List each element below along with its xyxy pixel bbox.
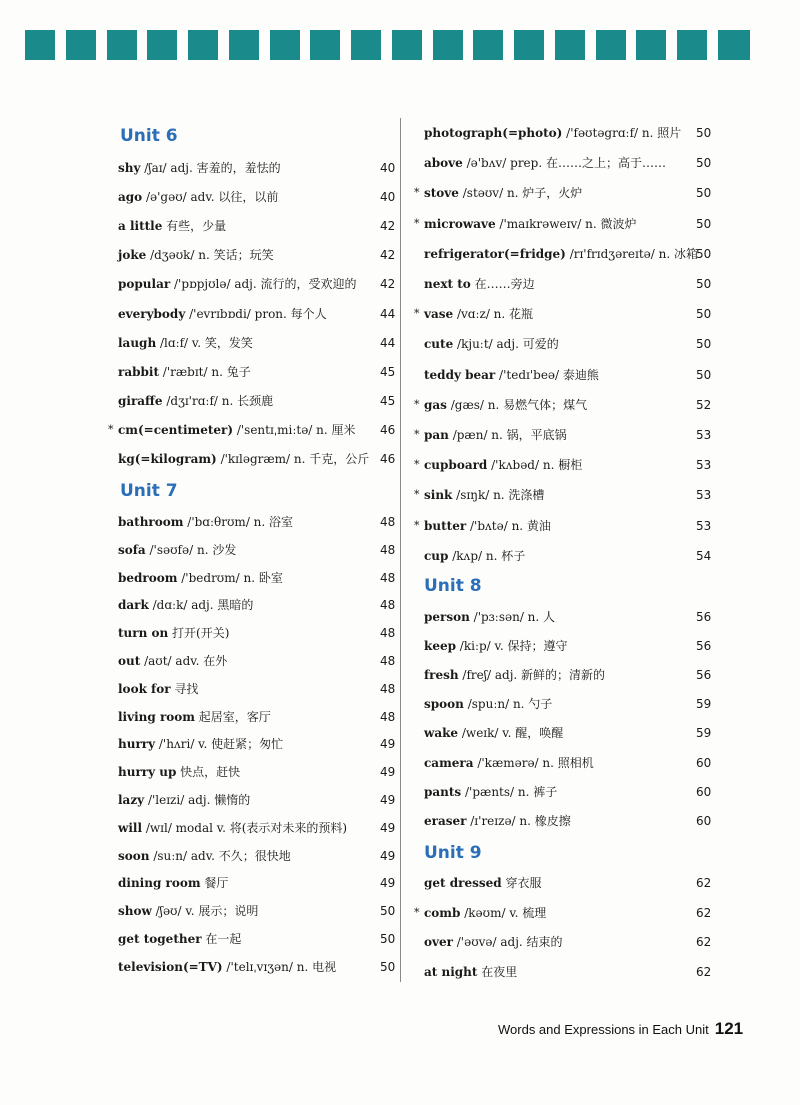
vocab-definition: /suːn/ adv. 不久；很快地 [149, 848, 291, 863]
vocab-entry [424, 753, 712, 773]
vocab-definition: /'fəʊtəgrɑːf/ n. 照片 [562, 126, 682, 140]
vocab-page-number: 48 [380, 515, 396, 529]
vocab-definition: /'kɪləgræm/ n. 千克，公斤 [216, 452, 370, 466]
vocab-word: pants [424, 784, 462, 799]
vocab-entry [118, 790, 396, 810]
vocab-definition: /ə'gəʊ/ adv. 以往，以前 [142, 190, 279, 205]
vocab-entry [118, 623, 396, 643]
vocab-page-number: 50 [696, 186, 712, 201]
vocab-word: soon [118, 848, 150, 863]
vocab-entry [424, 274, 712, 294]
vocab-page-number: 49 [380, 876, 396, 891]
vocab-page-number: 50 [696, 367, 712, 382]
vocab-entry [118, 595, 396, 615]
vocab-entry [414, 425, 712, 445]
vocab-definition: /dʒəʊk/ n. 笑话；玩笑 [146, 248, 274, 263]
vocab-entry [118, 568, 396, 588]
vocab-entry [118, 333, 396, 353]
vocab-word: sofa [118, 542, 146, 557]
vocab-word: hurry up [118, 765, 177, 780]
vocab-page-number: 50 [696, 307, 712, 322]
vocab-definition: 在……旁边 [470, 277, 535, 291]
vocab-page-number: 56 [696, 668, 712, 683]
star-marker-icon: * [414, 186, 420, 200]
vocab-word: cup [424, 548, 449, 563]
vocab-entry [414, 395, 712, 415]
vocab-entry [424, 334, 712, 354]
vocab-definition: /'leɪzi/ adj. 懒惰的 [144, 793, 251, 807]
vocab-page-number: 49 [380, 765, 396, 780]
vocab-entry [424, 665, 712, 685]
vocab-page-number: 54 [696, 548, 712, 563]
vocab-definition: 餐厅 [200, 876, 229, 891]
vocab-word: television(=TV) [118, 959, 223, 974]
vocab-entry [118, 901, 396, 921]
top-banner [25, 30, 750, 60]
vocab-page-number: 40 [380, 190, 396, 205]
vocab-definition: /'sentɪˌmiːtə/ n. 厘米 [233, 422, 356, 437]
vocab-definition: /'kʌbəd/ n. 橱柜 [487, 458, 583, 473]
vocab-definition: /'maɪkrəweɪv/ n. 微波炉 [495, 216, 637, 231]
vocab-word: bedroom [118, 570, 178, 585]
vocab-page-number: 48 [380, 570, 396, 585]
banner-block [147, 30, 177, 60]
banner-block [107, 30, 137, 60]
vocab-entry [424, 153, 712, 173]
vocab-entry [424, 607, 712, 627]
vocab-word: vase [424, 307, 454, 322]
vocab-entry [118, 362, 396, 382]
star-marker-icon: * [414, 428, 420, 441]
vocab-page-number: 48 [380, 626, 396, 641]
vocab-entry [118, 449, 396, 469]
vocab-definition: /'pænts/ n. 裤子 [461, 784, 558, 799]
banner-block [351, 30, 381, 60]
vocab-entry [424, 123, 712, 143]
vocab-word: hurry [118, 737, 156, 752]
banner-block [677, 30, 707, 60]
star-marker-icon: * [414, 518, 420, 532]
vocab-definition: /weɪk/ v. 醒，唤醒 [458, 726, 564, 741]
vocab-entry [424, 932, 712, 952]
vocab-entry [424, 546, 712, 566]
banner-block [473, 30, 503, 60]
vocab-word: at night [424, 964, 478, 979]
vocab-word: everybody [118, 306, 186, 321]
vocab-page-number: 56 [696, 610, 712, 624]
vocab-entry [118, 158, 396, 178]
vocab-entry [118, 512, 396, 532]
vocab-entry [414, 183, 712, 203]
banner-block [596, 30, 626, 60]
star-marker-icon: * [414, 905, 420, 919]
vocab-word: keep [424, 639, 456, 654]
unit-heading: Unit 9 [424, 843, 482, 863]
vocab-entry [118, 818, 396, 838]
vocab-word: cupboard [424, 458, 488, 473]
vocab-entry [414, 485, 712, 505]
vocab-page-number: 49 [380, 820, 396, 835]
vocab-definition: /'bɑːθrʊm/ n. 浴室 [183, 515, 294, 529]
vocab-entry [118, 651, 396, 671]
banner-block [555, 30, 585, 60]
vocab-definition: /'səʊfə/ n. 沙发 [145, 542, 237, 557]
vocab-word: cute [424, 337, 454, 352]
banner-block [636, 30, 666, 60]
vocab-word: lazy [118, 793, 145, 807]
star-marker-icon: * [414, 488, 420, 502]
vocab-page-number: 53 [696, 458, 712, 473]
vocab-page-number: 48 [380, 654, 396, 668]
vocab-page-number: 50 [696, 337, 712, 352]
vocab-page-number: 50 [696, 156, 712, 171]
vocab-word: look for [118, 681, 171, 696]
banner-block [270, 30, 300, 60]
vocab-word: living room [118, 709, 195, 724]
vocab-definition: /'telɪˌvɪʒən/ n. 电视 [222, 959, 337, 974]
vocab-word: bathroom [118, 515, 184, 529]
vocab-entry [118, 679, 396, 699]
vocab-page-number: 50 [696, 216, 712, 231]
vocab-definition: /'əʊvə/ adj. 结束的 [452, 935, 563, 950]
vocab-page-number: 44 [380, 335, 396, 350]
vocab-page-number: 59 [696, 726, 712, 741]
banner-block [188, 30, 218, 60]
vocab-word: laugh [118, 335, 157, 350]
vocab-definition: /ə'bʌv/ prep. 在……之上；高于…… [462, 156, 666, 171]
vocab-word: dark [118, 598, 149, 613]
vocab-page-number: 62 [696, 876, 712, 890]
vocab-definition: /'ræbɪt/ n. 兔子 [158, 364, 251, 379]
vocab-word: above [424, 156, 463, 171]
vocab-definition: /gæs/ n. 易燃气体；煤气 [446, 397, 588, 412]
banner-block [392, 30, 422, 60]
vocab-page-number: 50 [696, 246, 712, 261]
vocab-definition: /ʃəʊ/ v. 展示；说明 [151, 904, 259, 919]
vocab-word: dining room [118, 876, 201, 891]
vocab-entry [118, 957, 396, 977]
vocab-word: out [118, 654, 141, 668]
vocab-word: fresh [424, 668, 459, 683]
vocab-page-number: 60 [696, 784, 712, 799]
banner-block [229, 30, 259, 60]
vocab-definition: /ʃaɪ/ adj. 害羞的，羞怯的 [140, 161, 281, 175]
vocab-word: eraser [424, 813, 467, 828]
vocab-entry [118, 734, 396, 754]
vocab-word: get dressed [424, 876, 502, 890]
vocab-definition: /rɪ'frɪdʒəreɪtə/ n. 冰箱 [565, 246, 698, 261]
vocab-page-number: 62 [696, 964, 712, 979]
vocab-page-number: 53 [696, 518, 712, 533]
vocab-word: camera [424, 755, 474, 770]
banner-block [66, 30, 96, 60]
star-marker-icon: * [414, 458, 420, 472]
star-marker-icon: * [108, 422, 114, 436]
vocab-definition: /spuːn/ n. 勺子 [463, 697, 553, 712]
vocab-entry [424, 782, 712, 802]
vocab-definition: /kiːp/ v. 保持；遵守 [455, 639, 568, 654]
vocab-page-number: 49 [380, 848, 396, 863]
banner-block [25, 30, 55, 60]
vocab-definition: /aʊt/ adv. 在外 [140, 654, 228, 668]
vocab-entry [118, 274, 396, 294]
vocab-page-number: 46 [380, 422, 396, 437]
vocab-definition: 快点，赶快 [176, 765, 241, 780]
vocab-page-number: 52 [696, 397, 712, 412]
vocab-entry [424, 365, 712, 385]
vocab-entry [118, 216, 396, 236]
vocab-page-number: 48 [380, 709, 396, 724]
vocab-definition: /dɑːk/ adj. 黑暗的 [148, 598, 254, 613]
vocab-word: microwave [424, 216, 496, 231]
vocab-page-number: 50 [380, 959, 396, 974]
vocab-word: will [118, 820, 143, 835]
vocab-definition: /'bʌtə/ n. 黄油 [466, 518, 551, 533]
star-marker-icon: * [414, 216, 420, 230]
banner-block [514, 30, 544, 60]
banner-block [310, 30, 340, 60]
vocab-entry [118, 762, 396, 782]
vocab-definition: 有些，少量 [162, 219, 227, 234]
vocab-word: shy [118, 161, 141, 175]
vocab-word: stove [424, 186, 459, 201]
vocab-page-number: 46 [380, 452, 396, 466]
vocab-entry [118, 187, 396, 207]
vocab-page-number: 48 [380, 598, 396, 613]
vocab-page-number: 50 [380, 932, 396, 946]
vocab-page-number: 45 [380, 364, 396, 379]
vocab-entry [424, 873, 712, 893]
vocab-page-number: 42 [380, 248, 396, 263]
vocab-page-number: 53 [696, 488, 712, 503]
vocab-definition: /freʃ/ adj. 新鲜的；清新的 [458, 668, 606, 683]
vocab-definition: /ɪ'reɪzə/ n. 橡皮擦 [466, 813, 571, 828]
vocab-word: show [118, 904, 152, 919]
star-marker-icon: * [414, 307, 420, 321]
footer-title: Words and Expressions in Each Unit [498, 1022, 709, 1037]
unit-heading: Unit 7 [120, 481, 178, 501]
vocab-definition: 在一起 [201, 932, 242, 946]
vocab-definition: 穿衣服 [501, 876, 542, 890]
vocab-entry [118, 304, 396, 324]
vocab-definition: /sɪŋk/ n. 洗涤槽 [452, 488, 545, 503]
vocab-definition: /kəʊm/ v. 梳理 [460, 905, 547, 920]
vocab-page-number: 40 [380, 161, 396, 175]
vocab-word: giraffe [118, 393, 163, 408]
vocab-word: get together [118, 932, 202, 946]
vocab-entry [424, 962, 712, 982]
vocab-page-number: 44 [380, 306, 396, 321]
vocab-word: a little [118, 219, 163, 234]
vocab-word: cm(=centimeter) [118, 422, 234, 437]
vocab-entry [118, 540, 396, 560]
vocab-definition: /'pɒpjʊlə/ adj. 流行的，受欢迎的 [170, 277, 357, 292]
vocab-definition: 在夜里 [477, 964, 518, 979]
vocab-word: photograph(=photo) [424, 126, 563, 140]
vocab-entry [414, 214, 712, 234]
vocab-page-number: 50 [696, 277, 712, 291]
vocab-page-number: 48 [380, 542, 396, 557]
vocab-word: ago [118, 190, 143, 205]
vocab-entry [424, 244, 712, 264]
vocab-word: joke [118, 248, 147, 263]
vocab-entry [414, 903, 712, 923]
vocab-word: turn on [118, 626, 169, 641]
vocab-page-number: 53 [696, 428, 712, 442]
vocab-word: teddy bear [424, 367, 496, 382]
vocab-word: popular [118, 277, 171, 292]
vocab-definition: 寻找 [170, 681, 199, 696]
vocab-definition: /lɑːf/ v. 笑，发笑 [156, 335, 253, 350]
vocab-word: butter [424, 518, 467, 533]
star-marker-icon: * [414, 397, 420, 411]
vocab-word: gas [424, 397, 447, 412]
vocab-definition: /pæn/ n. 锅，平底锅 [448, 428, 567, 442]
vocab-entry [424, 723, 712, 743]
vocab-page-number: 50 [380, 904, 396, 919]
vocab-definition: /'kæmərə/ n. 照相机 [473, 755, 594, 770]
vocab-definition: /kʌp/ n. 杯子 [448, 548, 526, 563]
vocab-word: next to [424, 277, 471, 291]
banner-block [433, 30, 463, 60]
vocab-entry [118, 929, 396, 949]
vocab-entry [118, 707, 396, 727]
vocab-definition: 起居室，客厅 [194, 709, 271, 724]
vocab-word: kg(=kilogram) [118, 452, 217, 466]
vocab-entry [108, 420, 396, 440]
vocab-word: sink [424, 488, 453, 503]
vocab-entry [424, 811, 712, 831]
page-number: 121 [714, 1019, 744, 1038]
vocab-page-number: 50 [696, 126, 712, 140]
vocab-word: over [424, 935, 453, 950]
vocab-page-number: 59 [696, 697, 712, 712]
vocab-page-number: 49 [380, 793, 396, 807]
vocab-entry [118, 846, 396, 866]
vocab-word: comb [424, 905, 461, 920]
vocab-definition: /kjuːt/ adj. 可爱的 [453, 337, 559, 352]
vocab-entry [118, 391, 396, 411]
vocab-page-number: 45 [380, 393, 396, 408]
vocab-entry [414, 455, 712, 475]
vocab-page-number: 60 [696, 813, 712, 828]
vocab-entry [414, 516, 712, 536]
vocab-entry [118, 873, 396, 893]
vocab-page-number: 62 [696, 905, 712, 920]
unit-heading: Unit 6 [120, 126, 178, 146]
vocab-page-number: 60 [696, 755, 712, 770]
column-divider [400, 118, 401, 982]
vocab-word: rabbit [118, 364, 159, 379]
vocab-word: pan [424, 428, 449, 442]
vocab-entry [414, 304, 712, 324]
vocab-definition: /vɑːz/ n. 花瓶 [453, 307, 534, 322]
vocab-definition: /wɪl/ modal v. 将(表示对未来的预料) [142, 820, 348, 835]
page-footer [498, 1019, 743, 1039]
vocab-definition: /'pɜːsən/ n. 人 [469, 610, 556, 624]
vocab-page-number: 42 [380, 219, 396, 234]
vocab-word: wake [424, 726, 459, 741]
vocab-definition: /'evrɪbɒdi/ pron. 每个人 [185, 306, 327, 321]
vocab-entry [118, 245, 396, 265]
vocab-page-number: 56 [696, 639, 712, 654]
vocab-definition: /'bedrʊm/ n. 卧室 [177, 570, 283, 585]
vocab-definition: 打开(开关) [168, 626, 230, 641]
vocab-page-number: 42 [380, 277, 396, 292]
vocab-page-number: 48 [380, 681, 396, 696]
vocab-definition: /stəʊv/ n. 炉子，火炉 [458, 186, 583, 201]
vocab-word: person [424, 610, 470, 624]
vocab-page-number: 62 [696, 935, 712, 950]
vocab-definition: /'hʌri/ v. 使赶紧；匆忙 [155, 737, 284, 752]
vocab-definition: /'tedɪ'beə/ 泰迪熊 [495, 367, 599, 382]
banner-block [718, 30, 750, 60]
vocab-word: spoon [424, 697, 464, 712]
unit-heading: Unit 8 [424, 576, 482, 596]
vocab-definition: /dʒɪ'rɑːf/ n. 长颈鹿 [162, 393, 274, 408]
vocab-entry [424, 694, 712, 714]
vocab-page-number: 49 [380, 737, 396, 752]
vocab-entry [424, 636, 712, 656]
vocab-word: refrigerator(=fridge) [424, 246, 566, 261]
